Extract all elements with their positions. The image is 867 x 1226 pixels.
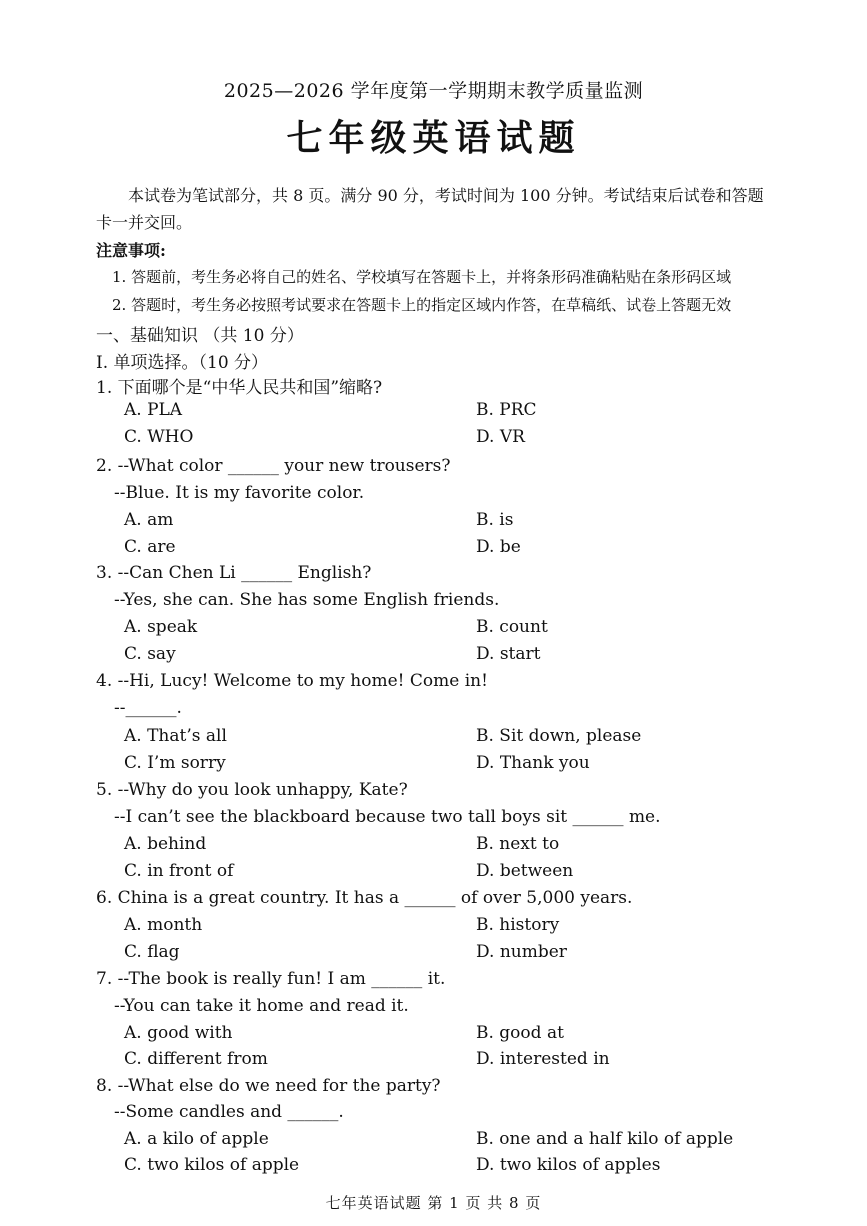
question-stem: 7. --The book is really fun! I am ______ it. (96, 969, 446, 989)
answer-option: D. be (476, 537, 521, 557)
part-heading: I. 单项选择。（10 分） (96, 353, 269, 373)
answer-option: C. different from (124, 1049, 268, 1069)
question-stem: 2. --What color ______ your new trousers? (96, 456, 451, 476)
answer-option: C. say (124, 644, 176, 664)
exam-subtitle: 2025—2026 学年度第一学期期末教学质量监测 (223, 80, 644, 102)
answer-option: B. is (476, 510, 514, 530)
answer-option: A. good with (124, 1023, 233, 1043)
answer-option: B. good at (476, 1023, 564, 1043)
section-heading: 一、基础知识 （共 10 分） (96, 326, 304, 346)
answer-option: D. VR (476, 427, 525, 447)
answer-option: D. interested in (476, 1049, 610, 1069)
answer-option: C. I’m sorry (124, 753, 226, 773)
answer-option: C. in front of (124, 861, 234, 881)
answer-option: D. number (476, 942, 567, 962)
answer-option: C. two kilos of apple (124, 1155, 300, 1175)
question-stem: 6. China is a great country. It has a ______ of over 5,000 years. (96, 888, 633, 908)
answer-option: B. count (476, 617, 548, 637)
answer-option: C. flag (124, 942, 180, 962)
page-footer: 七年英语试题 第 1 页 共 8 页 (325, 1194, 542, 1212)
question-stem: 5. --Why do you look unhappy, Kate? (96, 780, 408, 800)
answer-option: B. history (476, 915, 560, 935)
answer-option: B. Sit down, please (476, 726, 642, 746)
answer-option: D. Thank you (476, 753, 590, 773)
question-line: --Some candles and ______. (114, 1102, 344, 1122)
question-line: --You can take it home and read it. (114, 996, 409, 1016)
question-line: --Blue. It is my favorite color. (114, 483, 365, 503)
answer-option: A. a kilo of apple (124, 1129, 269, 1149)
answer-option: D. start (476, 644, 541, 664)
answer-option: D. two kilos of apples (476, 1155, 661, 1175)
question-stem: 8. --What else do we need for the party? (96, 1076, 441, 1096)
exam-intro: 本试卷为笔试部分，共 8 页。满分 90 分，考试时间为 100 分钟。考试结束后试卷和答题卡一并交回。 (96, 186, 764, 232)
answer-option: A. speak (124, 617, 198, 637)
question-stem: 4. --Hi, Lucy! Welcome to my home! Come in! (96, 671, 488, 691)
question-line: --I can’t see the blackboard because two tall boys sit ______ me. (114, 807, 661, 827)
question-stem: 1. 下面哪个是“中华人民共和国”缩略? (96, 378, 383, 398)
exam-title: 七年级英语试题 (286, 117, 581, 159)
notice-heading: 注意事项: (96, 241, 166, 260)
question-stem: 3. --Can Chen Li ______ English? (96, 563, 372, 583)
question-line: --Yes, she can. She has some English friends. (114, 590, 500, 610)
answer-option: D. between (476, 861, 574, 881)
notice-item-1: 1. 答题前，考生务必将自己的姓名、学校填写在答题卡上，并将条形码准确粘贴在条形码区域 (112, 268, 732, 286)
answer-option: A. month (124, 915, 203, 935)
answer-option: B. PRC (476, 400, 537, 420)
answer-option: C. WHO (124, 427, 194, 447)
answer-option: A. am (124, 510, 174, 530)
answer-option: A. PLA (124, 400, 183, 420)
notice-item-2: 2. 答题时，考生务必按照考试要求在答题卡上的指定区域内作答，在草稿纸、试卷上答题无效 (112, 296, 732, 314)
answer-option: A. That’s all (124, 726, 227, 746)
answer-option: B. next to (476, 834, 560, 854)
answer-option: C. are (124, 537, 176, 557)
answer-option: A. behind (124, 834, 207, 854)
question-line: --______. (114, 698, 182, 718)
answer-option: B. one and a half kilo of apple (476, 1129, 734, 1149)
